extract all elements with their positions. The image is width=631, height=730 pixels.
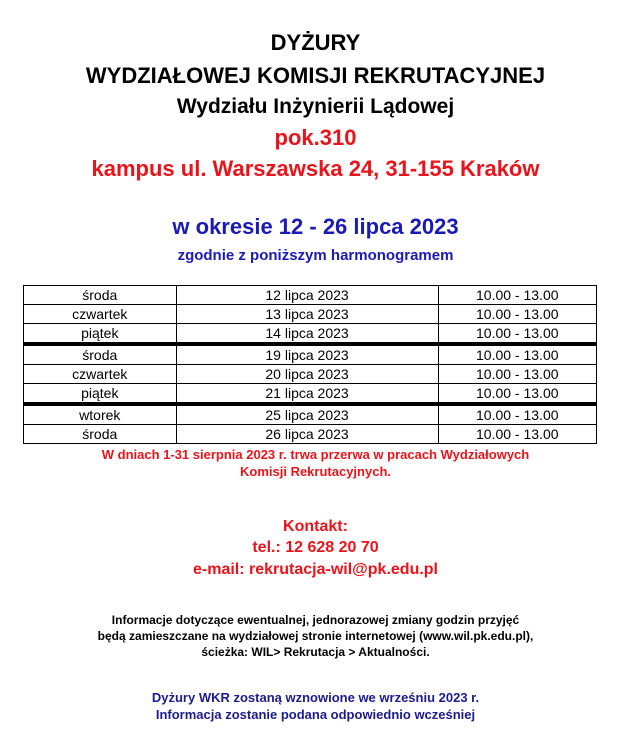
contact-email: e-mail: rekrutacja-wil@pk.edu.pl [193,561,438,578]
room-number: pok.310 [274,125,357,150]
table-row [24,346,597,365]
table-row [24,406,597,425]
hours-cell: 10.00 - 13.00 [438,286,596,305]
period-title: w okresie 12 - 26 lipca 2023 [172,214,459,239]
table-row [24,384,597,403]
resume-line1: Dyżury WKR zostaną wznowione we wrześniu 2023 r. [151,690,480,705]
info-line2: będą zamieszczane na wydziałowej stronie internetowej (www.wil.pk.edu.pl), [97,629,534,643]
break-note-line2: Komisji Rekrutacyjnych. [240,464,391,479]
table-row [24,305,597,324]
date-cell: 20 lipca 2023 [176,365,438,384]
date-cell: 26 lipca 2023 [176,425,438,444]
day-cell: wtorek [24,406,177,425]
hours-cell: 10.00 - 13.00 [438,346,596,365]
day-cell: środa [24,286,177,305]
hours-cell: 10.00 - 13.00 [438,305,596,324]
hours-cell: 10.00 - 13.00 [438,425,596,444]
header-line1: DYŻURY [270,30,361,55]
schedule-table [23,285,597,444]
hours-cell: 10.00 - 13.00 [438,324,596,343]
date-cell: 12 lipca 2023 [176,286,438,305]
day-cell: piątek [24,324,177,343]
hours-cell: 10.00 - 13.00 [438,384,596,403]
day-cell: czwartek [24,365,177,384]
day-cell: czwartek [24,305,177,324]
table-row [24,286,597,305]
date-cell: 25 lipca 2023 [176,406,438,425]
hours-cell: 10.00 - 13.00 [438,406,596,425]
date-cell: 13 lipca 2023 [176,305,438,324]
table-row [24,365,597,384]
resume-line2: Informacja zostanie podana odpowiednio wcześniej [155,707,476,722]
table-row [24,425,597,444]
date-cell: 21 lipca 2023 [176,384,438,403]
campus-address: kampus ul. Warszawska 24, 31-155 Kraków [91,156,540,181]
hours-cell: 10.00 - 13.00 [438,365,596,384]
date-cell: 14 lipca 2023 [176,324,438,343]
period-subtitle: zgodnie z poniższym harmonogramem [177,247,454,264]
contact-heading: Kontakt: [283,518,348,535]
day-cell: środa [24,425,177,444]
date-cell: 19 lipca 2023 [176,346,438,365]
info-line3: ścieżka: WIL> Rekrutacja > Aktualności. [201,645,430,659]
break-note-line1: W dniach 1-31 sierpnia 2023 r. trwa przerwa w pracach Wydziałowych [101,447,530,462]
day-cell: piątek [24,384,177,403]
header-line3: Wydziału Inżynierii Lądowej [176,95,455,118]
table-row [24,324,597,343]
day-cell: środa [24,346,177,365]
header-line2: WYDZIAŁOWEJ KOMISJI REKRUTACYJNEJ [85,63,546,88]
info-line1: Informacje dotyczące ewentualnej, jednorazowej zmiany godzin przyjęć [111,613,520,627]
contact-phone: tel.: 12 628 20 70 [252,539,379,556]
